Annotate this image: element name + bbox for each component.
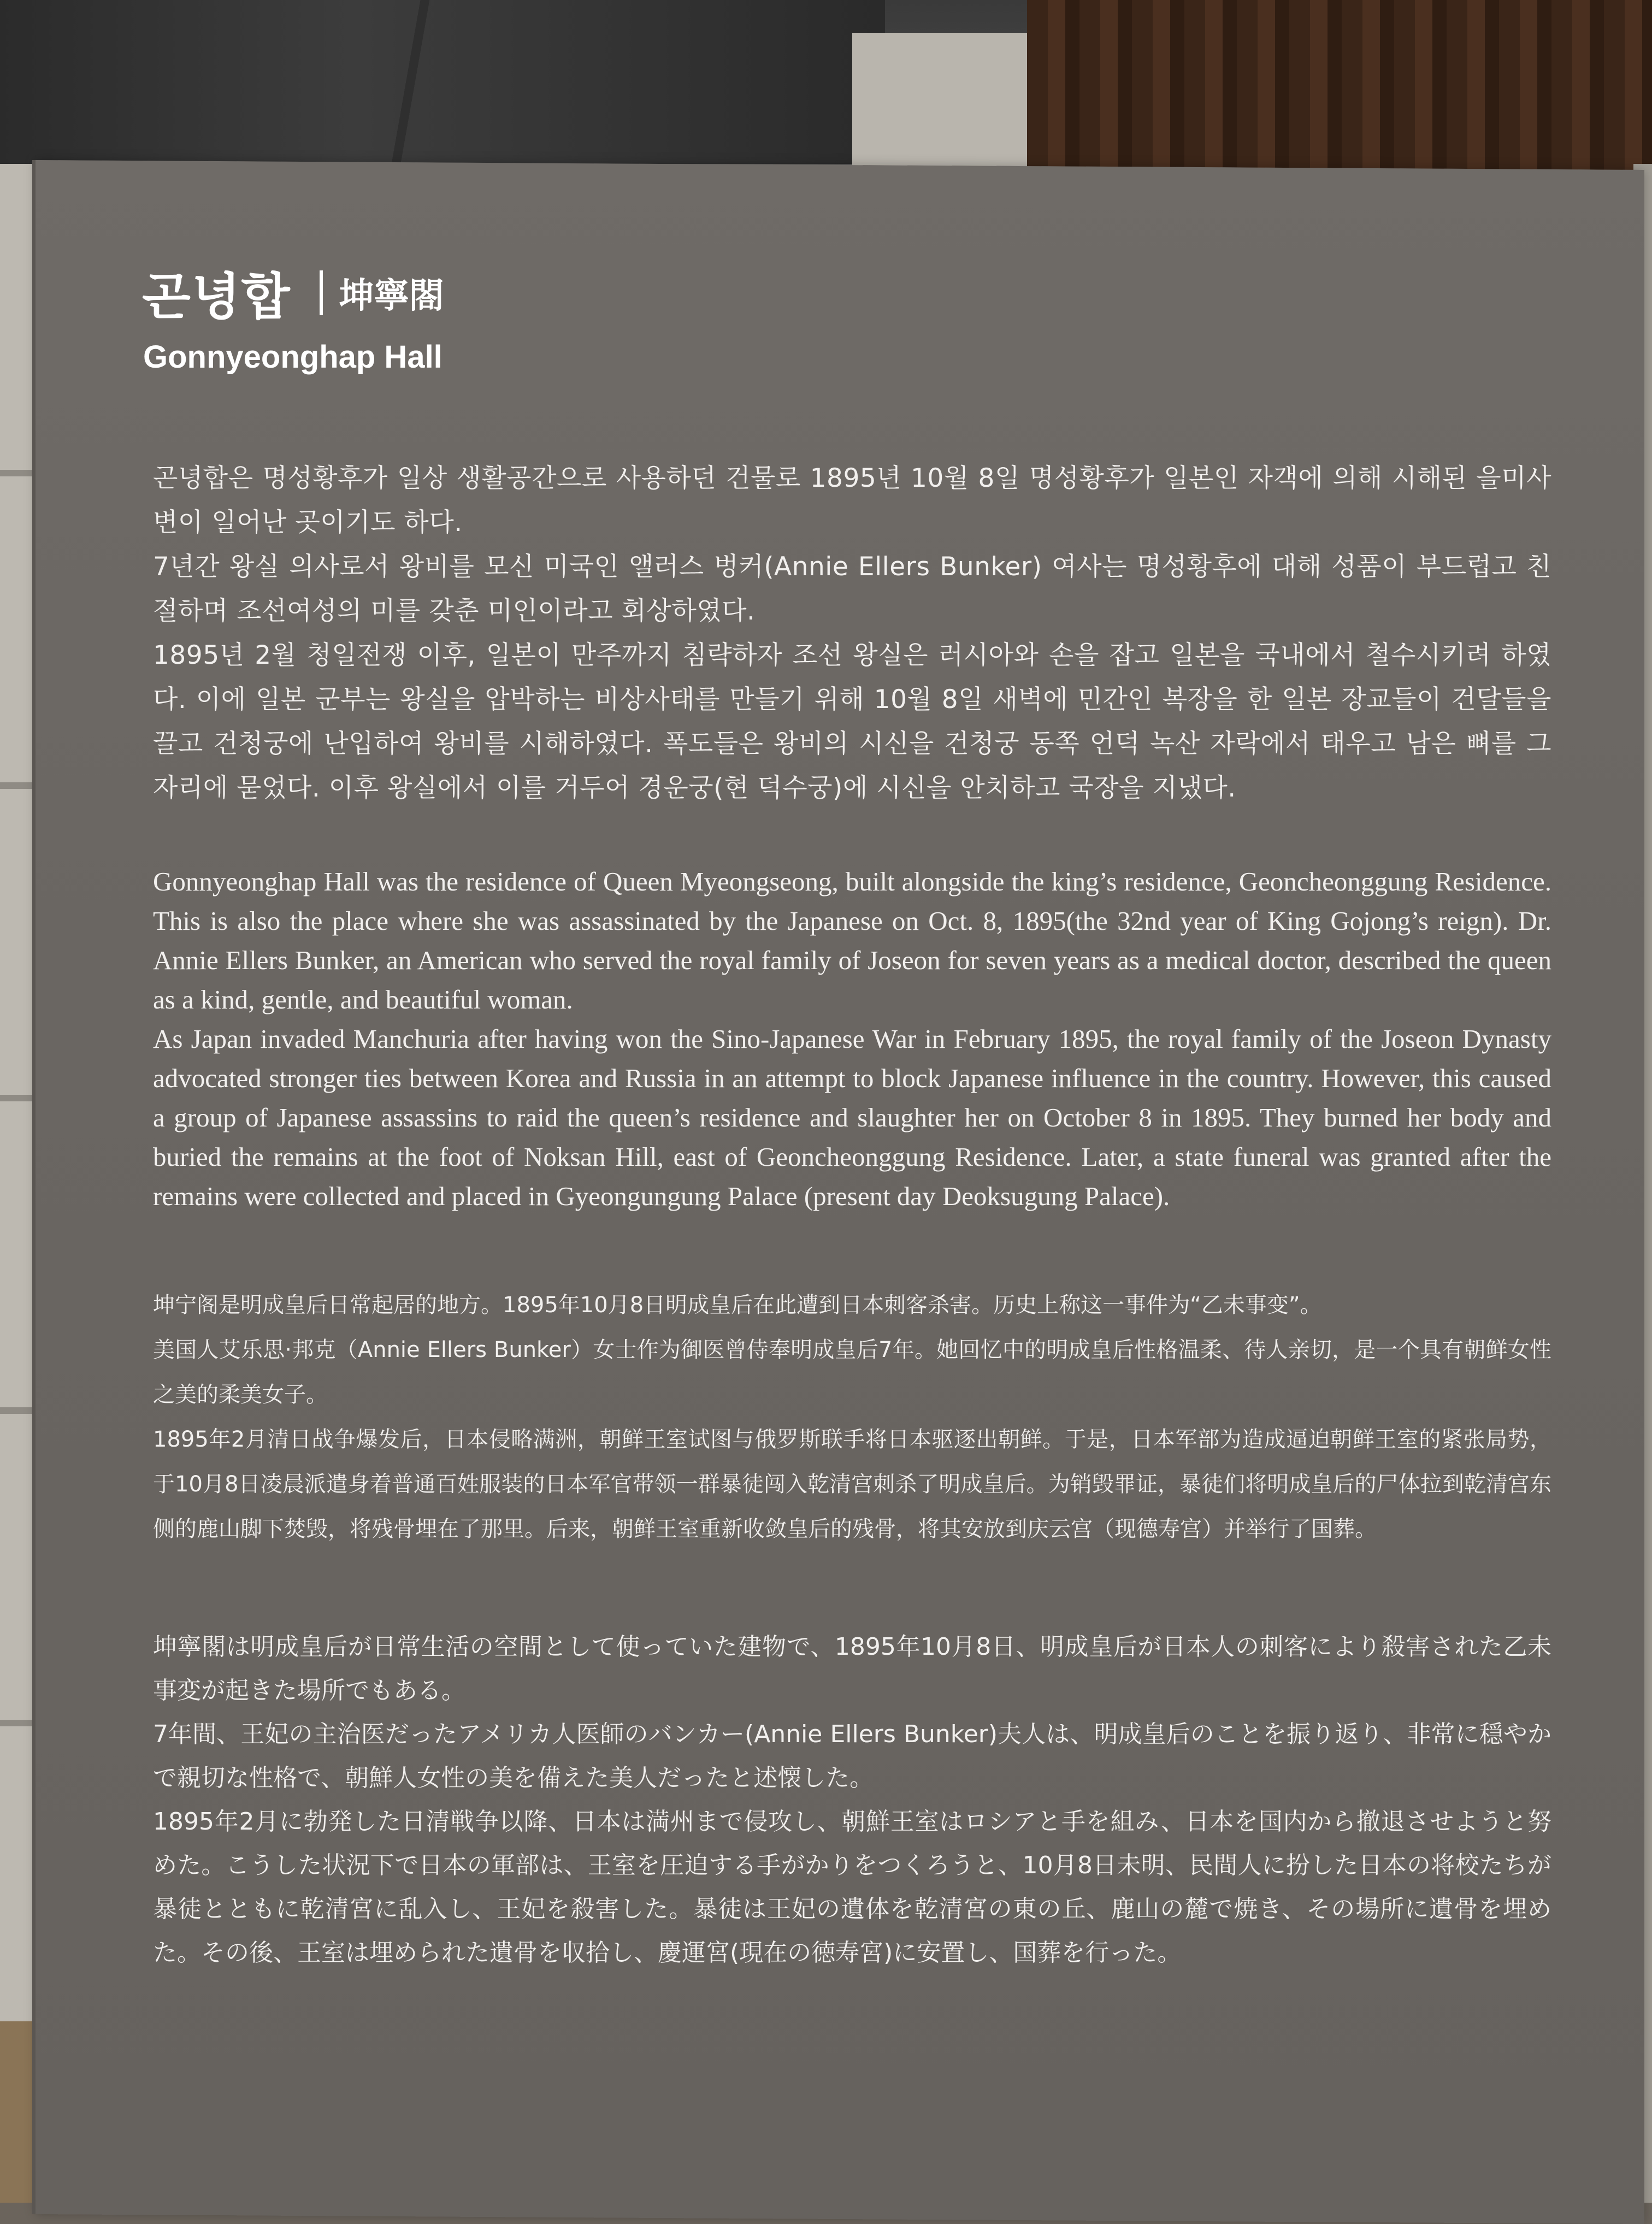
japanese-paragraph: 7年間、王妃の主治医だったアメリカ人医師のバンカー(Annie Ellers Bunker)夫人は、明成皇后のことを振り返り、非常に穏やかで親切な性格で、朝鮮人女性の美を備えた美人だったと述懐した。: [153, 1720, 1551, 1792]
title-hanja: 坤寧閤: [339, 276, 444, 316]
japanese-paragraph: 1895年2月に勃発した日清戦争以降、日本は満州まで侵攻し、朝鮮王室はロシアと手を組み、日本を国内から撤退させようと努めた。こうした状況下で日本の軍部は、王室を圧迫する手がかりをつくろうと、10月8日未明、民間人に扮した日本の将校たちが暴徒とともに乾清宮に乱入し、王妃を殺害した。暴徒は王妃の遺体を乾清宮の東の丘、鹿山の麓で焼き、その場所に遺骨を埋めた。その後、王室は埋められた遺骨を収拾し、慶運宮(現在の徳寿宮)に安置し、国葬を行った。: [153, 1808, 1551, 1967]
korean-paragraph: 7년간 왕실 의사로서 왕비를 모신 미국인 앨러스 벙커(Annie Ellers Bunker) 여사는 명성황후에 대해 성품이 부드럽고 친절하며 조선여성의 미를 갖춘 미인이라고 회상하였다.: [153, 552, 1551, 626]
background-wooden-door: [1027, 0, 1652, 180]
japanese-paragraph: 坤寧閣は明成皇后が日常生活の空間として使っていた建物で、1895年10月8日、明成皇后が日本人の刺客により殺害された乙未事変が起きた場所でもある。: [153, 1633, 1551, 1704]
english-text-block: [153, 862, 1551, 1216]
japanese-text-block: [153, 1625, 1551, 1975]
chinese-paragraph: 1895年2月清日战争爆发后，日本侵略满洲，朝鲜王室试图与俄罗斯联手将日本驱逐出朝鲜。于是，日本军部为造成逼迫朝鲜王室的紧张局势，于10月8日凌晨派遣身着普通百姓服装的日本军官带领一群暴徒闯入乾清宫刺杀了明成皇后。为销毁罪证，暴徒们将明成皇后的尸体拉到乾清宫东侧的鹿山脚下焚毁，将残骨埋在了那里。后来，朝鲜王室重新收敛皇后的残骨，将其安放到庆云宫（现德寿宫）并举行了国葬。: [153, 1427, 1551, 1542]
chinese-paragraph: 坤宁阁是明成皇后日常起居的地方。1895年10月8日明成皇后在此遭到日本刺客杀害。历史上称这一事件为“乙未事变”。: [153, 1293, 1322, 1318]
background-roof-tiles: [0, 0, 885, 164]
english-paragraph: Gonnyeonghap Hall was the residence of Queen Myeongseong, built alongside the king’s residence, Geoncheonggung Residence. This is also the place where she was assassinated by the Japanese on Oct. 8, 1895(the 32nd year of King Gojong’s reign). Dr. Annie Ellers Bunker, an American who served the royal family of Joseon for seven years as a medical doctor, described the queen as a kind, gentle, and beautiful woman.: [153, 866, 1551, 1014]
title-english: Gonnyeonghap Hall: [143, 339, 442, 375]
chinese-paragraph: 美国人艾乐思·邦克（Annie Ellers Bunker）女士作为御医曾侍奉明成皇后7年。她回忆中的明成皇后性格温柔、待人亲切，是一个具有朝鲜女性之美的柔美女子。: [153, 1337, 1551, 1407]
chinese-text-block: [153, 1283, 1551, 1552]
korean-text-block: [153, 456, 1551, 810]
title-divider: [320, 270, 323, 315]
sign-title-row: [142, 257, 444, 329]
korean-paragraph: 곤녕합은 명성황후가 일상 생활공간으로 사용하던 건물로 1895년 10월 8일 명성황후가 일본인 자객에 의해 시해된 을미사변이 일어난 곳이기도 하다.: [153, 463, 1551, 538]
title-korean: 곤녕합: [142, 268, 291, 326]
english-paragraph: As Japan invaded Manchuria after having won the Sino-Japanese War in February 1895, the royal family of the Joseon Dynasty advocated stronger ties between Korea and Russia in an attempt to block Japanese influence in the country. However, this caused a group of Japanese assassins to raid the queen’s residence and slaughter her on October 8 in 1895. They burned her body and buried the remains at the foot of Noksan Hill, east of Geoncheonggung Residence. Later, a state funeral was granted after the remains were collected and placed in Gyeongungung Palace (present day Deoksugung Palace).: [153, 1024, 1551, 1211]
korean-paragraph: 1895년 2월 청일전쟁 이후, 일본이 만주까지 침략하자 조선 왕실은 러시아와 손을 잡고 일본을 국내에서 철수시키려 하였다. 이에 일본 군부는 왕실을 압박하는 비상사태를 만들기 위해 10월 8일 새벽에 민간인 복장을 한 일본 장교들이 건달들을 끌고 건청궁에 난입하여 왕비를 시해하였다. 폭도들은 왕비의 시신을 건청궁 동쪽 언덕 녹산 자락에서 태우고 남은 뼈를 그 자리에 묻었다. 이후 왕실에서 이를 거두어 경운궁(현 덕수궁)에 시신을 안치하고 국장을 지냈다.: [153, 640, 1551, 803]
